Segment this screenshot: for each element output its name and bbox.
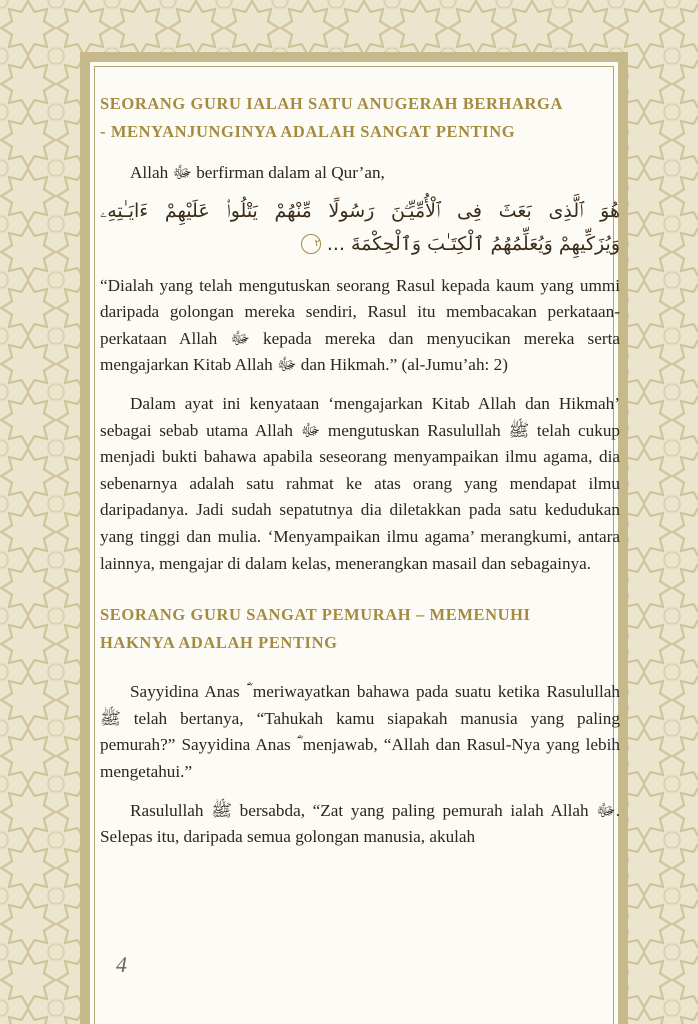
page-content [100,90,620,851]
quran-verse-line-1: هُوَ ٱلَّذِى بَعَثَ فِى ٱلْأُمِّيِّـۧنَ رَسُولًا مِّنْهُمْ يَتْلُوا۟ عَلَيْهِمْ ءَايَـٰتِهِۦ [100,199,620,222]
section-heading-1 [100,90,620,146]
translation-paragraph: “Dialah yang telah mengutuskan seorang Rasul kepada kaum yang ummi daripada golongan mereka sendiri, Rasul itu membacakan perkataan-perkataan Allah ﷻ kepada mereka dan menyucikan mereka serta mengajarkan Kitab Allah ﷻ dan Hikmah.” (al-Jumu’ah: 2) [100,275,620,375]
quran-verse-line-2-text: وَيُزَكِّيهِمْ وَيُعَلِّمُهُمُ ٱلْكِتَـٰبَ وَٱلْحِكْمَةَ ... [326,232,620,255]
body-paragraph-2: Sayyidina Anas ؓ meriwayatkan bahawa pada suatu ketika Rasulullah ﷺ telah bertanya, “Tahukah kamu siapakah manusia yang paling pemurah?” Sayyidina Anas ؓ menjawab, “Allah dan Rasul-Nya yang lebih mengetahui.” [100,682,620,781]
body-paragraph-1: Dalam ayat ini kenyataan ‘mengajarkan Kitab Allah dan Hikmah’ sebagai sebab utama Allah ﷻ mengutuskan Rasulullah ﷺ telah cukup menjadi bukti bahawa apabila seseorang menyampaikan ilmu agama, dia sebenarnya adalah satu rahmat ke atas orang yang mendapat ilmu daripadanya. Jadi sudah sepatutnya dia diletakkan pada satu kedudukan yang tinggi dan mulia. ‘Menyampaikan ilmu agama’ merangkumi, antara lainnya, mengajar di dalam kelas, menerangkan masail dan sebagainya. [100,393,621,573]
heading-2-line-1: SEORANG GURU SANGAT PEMURAH – MEMENUHI [100,605,531,625]
page-number: 4 [116,952,127,977]
body-paragraph-3: Rasulullah ﷺ bersabda, “Zat yang paling pemurah ialah Allah ﷻ. Selepas itu, daripada semua golongan manusia, akulah [100,800,620,847]
heading-2-line-2: HAKNYA ADALAH PENTING [100,633,338,653]
heading-1-line-2: - MENYANJUNGINYA ADALAH SANGAT PENTING [100,122,516,141]
heading-1-line-1: SEORANG GURU IALAH SATU ANUGERAH BERHARGA [100,94,563,113]
section-heading-2 [100,601,620,657]
quran-verse [100,195,620,261]
quran-verse-line-2 [100,228,620,261]
verse-number-marker: ٢ [301,234,321,254]
intro-paragraph: Allah ﷻ berfirman dalam al Qur’an, [130,163,385,182]
